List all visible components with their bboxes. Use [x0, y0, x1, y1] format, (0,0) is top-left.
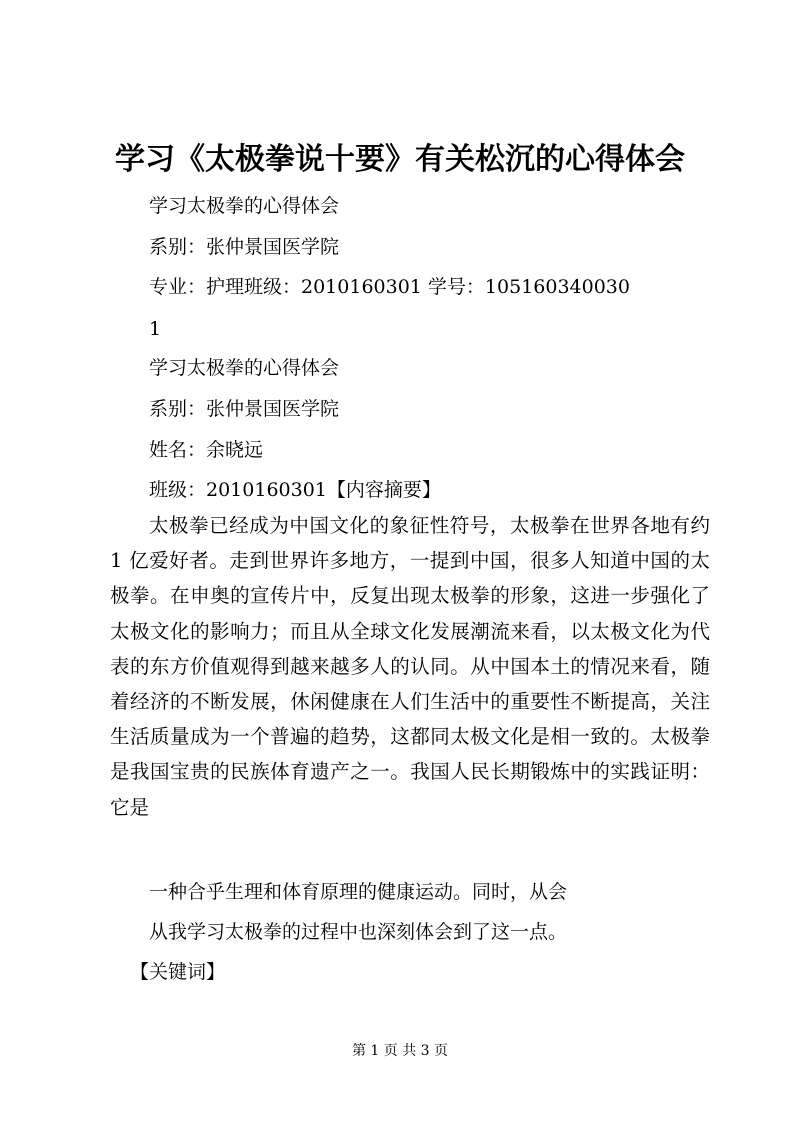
- subtitle-line-repeat: 学习太极拳的心得体会: [149, 357, 340, 379]
- class-abstract-heading-line: 班级：2010160301【内容摘要】: [149, 479, 441, 501]
- page-footer: 第 1 页 共 3 页: [351, 1043, 449, 1059]
- document-title: 学习《太极拳说十要》有关松沉的心得体会: [115, 142, 685, 177]
- body-line: 一种合乎生理和体育原理的健康运动。同时，从会: [149, 881, 568, 903]
- body-line: 从我学习太极拳的过程中也深刻体会到了这一点。: [149, 921, 568, 943]
- abstract-paragraph: 太极拳已经成为中国文化的象征性符号，太极拳在世界各地有约 1 亿爱好者。走到世界许多地方，一提到中国，很多人知道中国的太极拳。在申奥的宣传片中，反复出现太极拳的形象，这进一步强化了太极文化的影响力；而且从全球文化发展潮流来看，以太极文化为代表的东方价值观得到越来越多人的认同。从中国本土的情况来看，随着经济的不断发展，休闲健康在人们生活中的重要性不断提高，关注生活质量成为一个普遍的趋势，这都同太极文化是相一致的。太极拳是我国宝贵的民族体育遗产之一。我国人民长期锻炼中的实践证明：它是: [110, 514, 710, 819]
- department-line: 系别：张仲景国医学院: [149, 236, 340, 258]
- id-continuation-line: 1: [149, 318, 162, 340]
- major-class-id-line: 专业：护理班级：2010160301 学号：105160340030: [149, 276, 630, 298]
- keywords-heading: 【关键词】: [130, 961, 226, 983]
- name-line: 姓名：余晓远: [149, 439, 264, 461]
- subtitle-line: 学习太极拳的心得体会: [149, 195, 340, 217]
- department-line-repeat: 系别：张仲景国医学院: [149, 398, 340, 420]
